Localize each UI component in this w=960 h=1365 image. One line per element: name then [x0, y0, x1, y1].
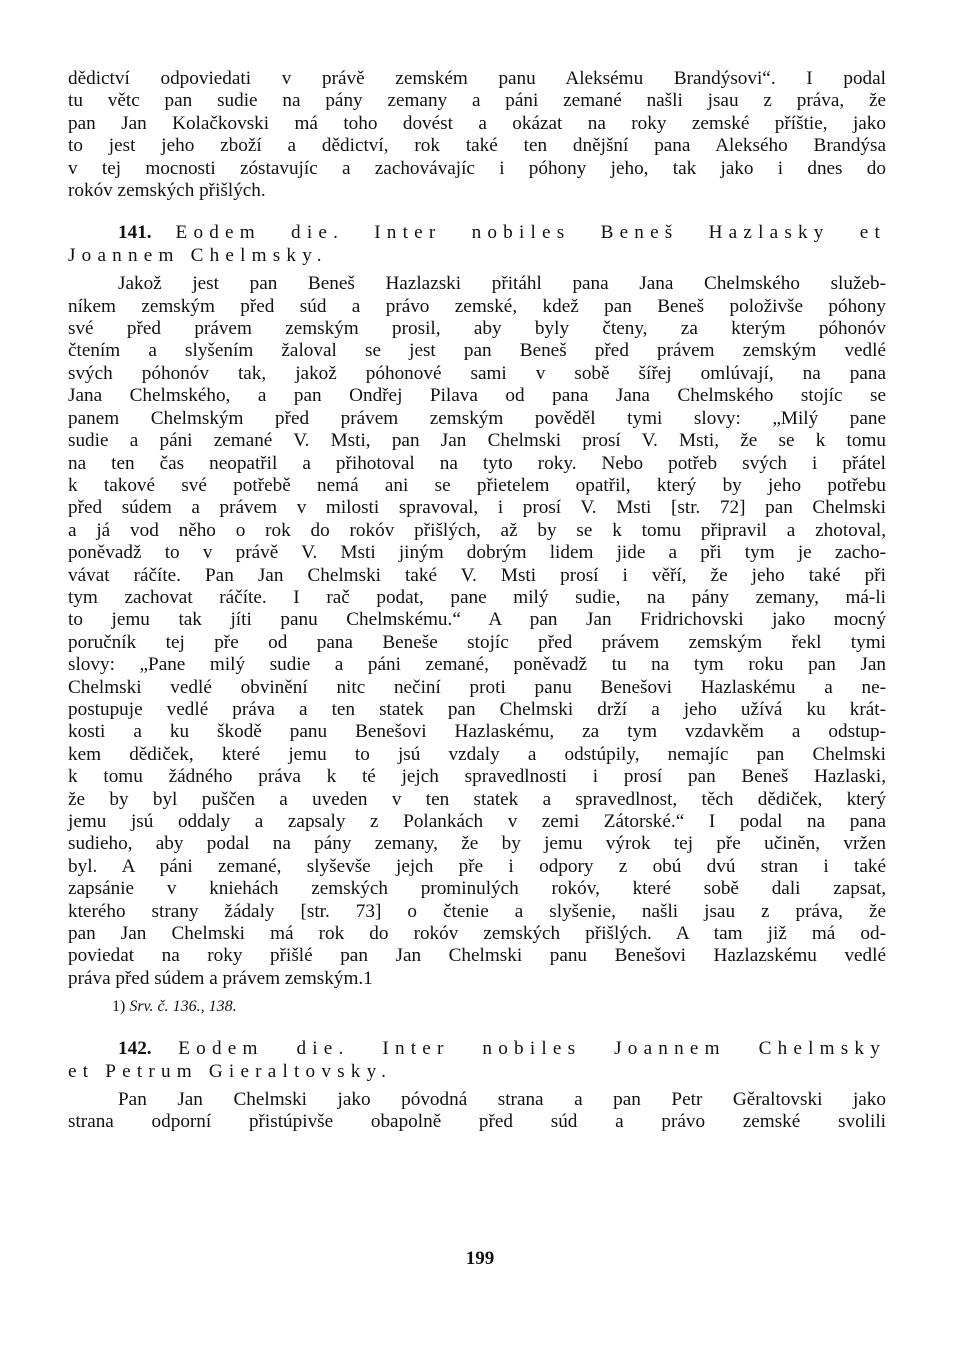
text-line: na ten čas neopatřil a přihotoval na tyto roky. Nebo potřeb svých i přátel — [68, 452, 886, 474]
section-heading-line — [68, 222, 886, 244]
text-line: zapsánie v kniehách zemských prominulých rokóv, které sobě dali zapsat, — [68, 878, 886, 900]
text-line: že by byl puščen a uveden v ten statek a spravedlnost, těch dědiček, který — [68, 788, 886, 810]
paragraph-142-body — [68, 1089, 886, 1134]
text-line: pan Jan Chelmski má rok do rokóv zemských přišlých. A tam již má od- — [68, 923, 886, 945]
text-line: strana odporní přistúpivše obapolně před súd a právo zemské svolili — [68, 1111, 886, 1133]
section-142-heading — [68, 1038, 886, 1083]
section-title: Eodem die. Inter nobiles Beneš Hazlasky et — [175, 222, 886, 244]
text-line: postupuje vedlé práva a ten statek pan Chelmski drží a jeho užívá ku krát- — [68, 698, 886, 720]
text-line: slovy: „Pane milý sudie a páni zemané, poněvadž tu na tym roku pan Jan — [68, 654, 886, 676]
text-line: Chelmski vedlé obvinění nitc nečiní proti panu Benešovi Hazlaskému a ne- — [68, 676, 886, 698]
paragraph-continuation — [68, 68, 886, 202]
text-line: Pan Jan Chelmski jako póvodná strana a pan Petr Gěraltovski jako — [118, 1089, 886, 1111]
section-number: 142. — [118, 1038, 152, 1060]
paragraph-141-body — [68, 273, 886, 990]
text-line: práva před súdem a právem zemským.1 — [68, 967, 373, 989]
text-line: níkem zemským před súd a právo zemské, kdež pan Beneš položivše póhony — [68, 295, 886, 317]
document-page — [68, 68, 886, 1134]
section-number: 141. — [118, 222, 152, 244]
text-line: panem Chelmským před právem zemským pověděl tymi slovy: „Milý pane — [68, 407, 886, 429]
text-line: kosti a ku škodě panu Benešovi Hazlaskému, za tym vzdavkěm a odstup- — [68, 721, 886, 743]
text-line: vávat ráčíte. Pan Jan Chelmski také V. Msti prosí i věří, že jeho také při — [68, 564, 886, 586]
text-line: své před právem zemským prosil, aby byly čteny, za kterým póhonóv — [68, 318, 886, 340]
footnote-marker: 1) — [112, 998, 126, 1016]
footnote — [68, 996, 886, 1018]
section-title-continued: et Petrum Gieraltovsky. — [68, 1060, 393, 1082]
section-title: Eodem die. Inter nobiles Joannem Chelmsky — [178, 1038, 887, 1060]
text-line: v tej mocnosti zóstavujíc a zachovávajíc i póhony jeho, tak jako i dnes do — [68, 157, 886, 179]
text-line: Jana Chelmského, a pan Ondřej Pilava od pana Jana Chelmského stojíc se — [68, 385, 886, 407]
text-line: před súdem a právem v milosti spravoval, i prosí V. Msti [str. 72] pan Chelmski — [68, 497, 886, 519]
text-line: poviedat na roky přišlé pan Jan Chelmski panu Benešovi Hazlazskému vedlé — [68, 945, 886, 967]
text-line: kem dědiček, které jemu to jsú vzdaly a odstúpily, nemajíc pan Chelmski — [68, 743, 886, 765]
section-141-heading — [68, 222, 886, 267]
text-line: čtením a slyšením žaloval se jest pan Beneš před právem zemským vedlé — [68, 340, 886, 362]
text-line: Jakož jest pan Beneš Hazlazski přitáhl pana Jana Chelmského služeb- — [118, 273, 886, 295]
section-heading-line — [68, 1038, 886, 1060]
text-line: to jemu tak jíti panu Chelmskému.“ A pan Jan Fridrichovski jako mocný — [68, 609, 886, 631]
text-line: sudieho, aby podal na pány zemany, že by jemu výrok tej pře učiněn, vržen — [68, 833, 886, 855]
text-line: sudie a páni zemané V. Msti, pan Jan Chelmski prosí V. Msti, že se k tomu — [68, 430, 886, 452]
footnote-text: Srv. č. 136., 138. — [129, 998, 237, 1016]
text-line: byl. A páni zemané, slyševše jejch pře i odpory z obú dvú stran i také — [68, 855, 886, 877]
text-line: poněvadž to v právě V. Msti jiným dobrým lidem jide a při tym je zacho- — [68, 542, 886, 564]
text-line: pan Jan Kolačkovski má toho dovést a okázat na roky zemské příštie, jako — [68, 112, 886, 134]
text-line: rokóv zemských přišlých. — [68, 180, 266, 202]
text-line: dědictví odpoviedati v právě zemském panu Aleksému Brandýsovi“. I podal — [68, 68, 886, 89]
text-line: tu větc pan sudie na pány zemany a páni zemané našli jsau z práva, že — [68, 90, 886, 112]
text-line: k tomu žádného práva k té jejch spravedlnosti i prosí pan Beneš Hazlaski, — [68, 766, 886, 788]
text-line: k takové své potřebě nemá ani se přietelem opatřil, který by jeho potřebu — [68, 474, 886, 496]
text-line: poručník tej pře od pana Beneše stojíc před právem zemským řekl tymi — [68, 631, 886, 653]
text-line: svých póhonóv tak, jakož póhonové sami v sobě šířej omlúvají, na pana — [68, 362, 886, 384]
text-line: a já vod něho o rok do rokóv přišlých, až by se k tomu připravil a zhotoval, — [68, 519, 886, 541]
page-number: 199 — [465, 1248, 495, 1269]
section-title-continued: Joannem Chelmsky. — [68, 244, 328, 266]
text-line: tym zachovat ráčíte. I rač podat, pane milý sudie, na pány zemany, má-li — [68, 586, 886, 608]
text-line: jemu jsú oddaly a zapsaly z Polankách v zemi Zátorské.“ I podal na pana — [68, 811, 886, 832]
text-line: kterého strany žádaly [str. 73] o čtenie a slyšenie, našli jsau z práva, že — [68, 900, 886, 922]
text-line: to jest jeho zboží a dědictví, rok také ten dnějšní pana Aleksého Brandýsa — [68, 135, 886, 157]
